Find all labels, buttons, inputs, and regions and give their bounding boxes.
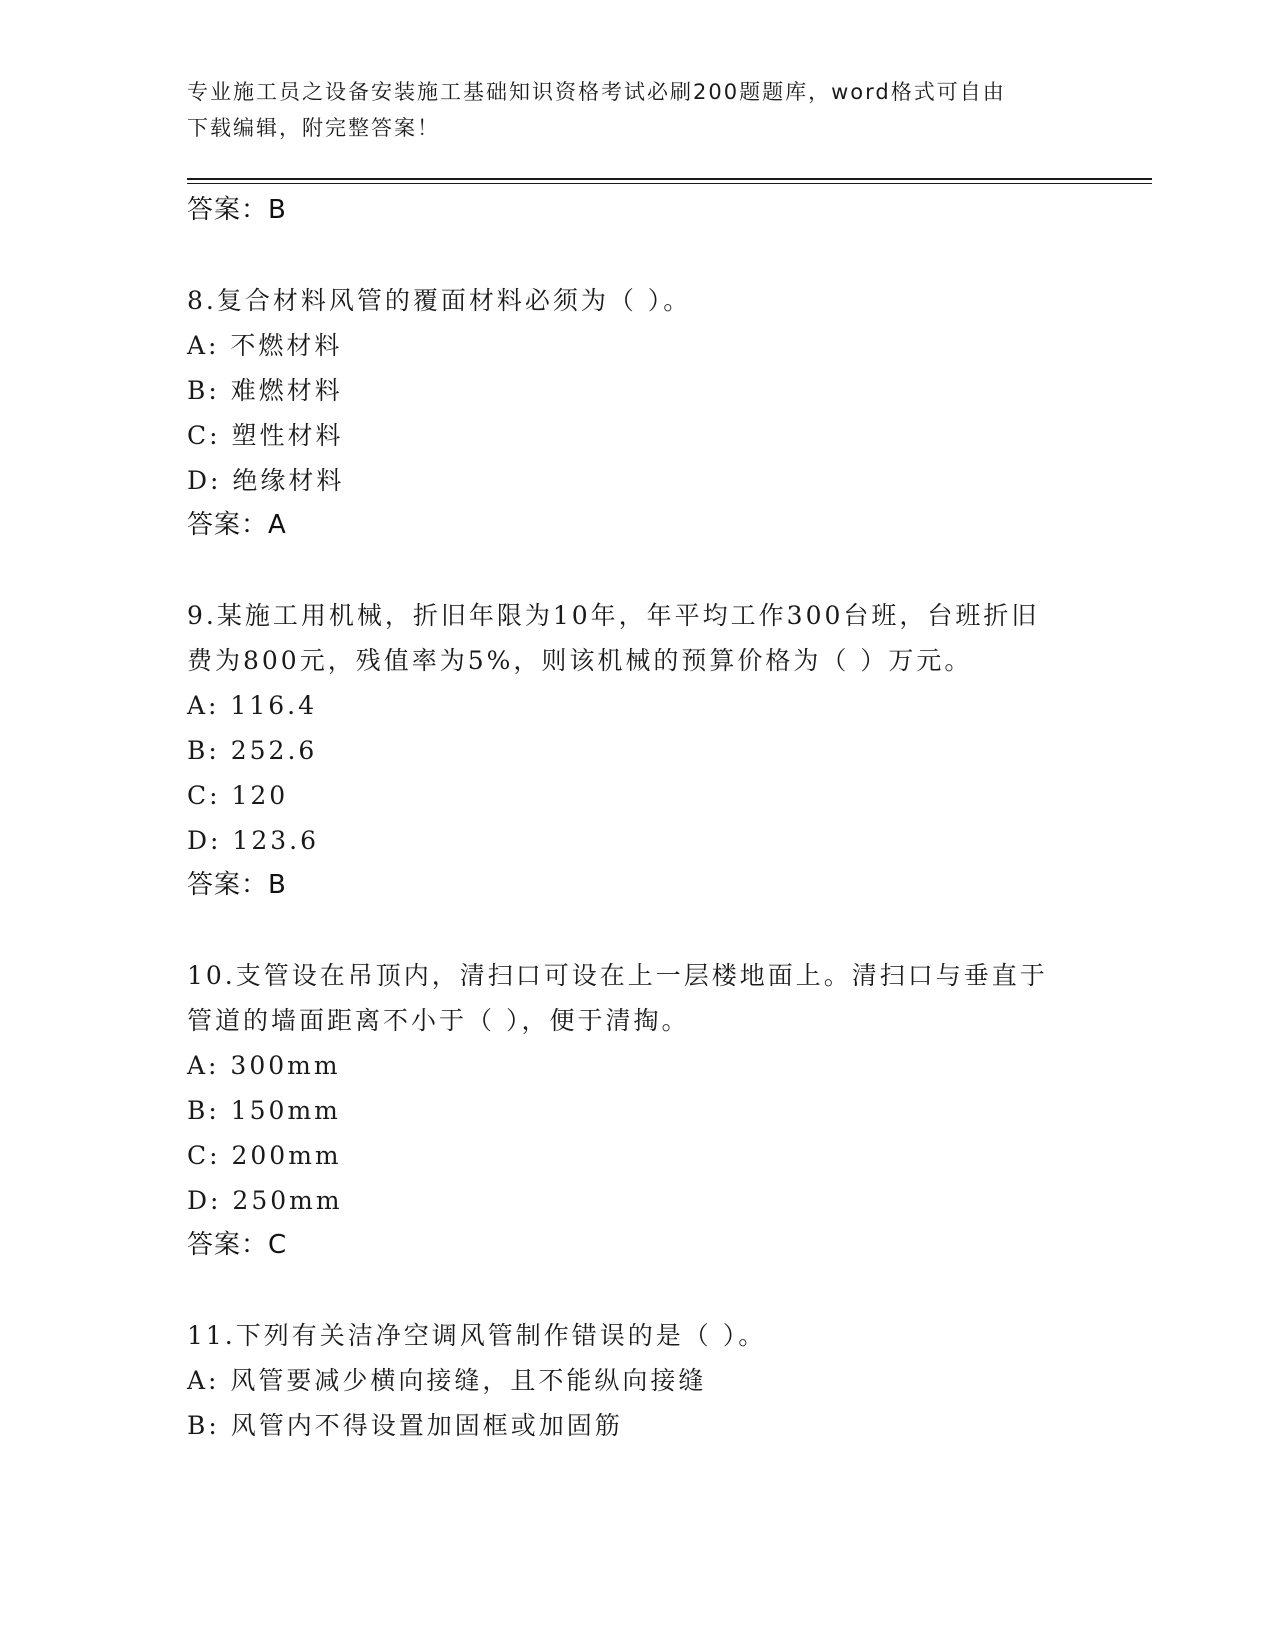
question-text: 11.下列有关洁净空调风管制作错误的是（ ）。 [187,1321,767,1350]
question-text: 10.支管设在吊顶内，清扫口可设在上一层楼地面上。清扫口与垂直于 [187,961,1048,990]
question-list [187,188,1087,1448]
question-text: 管道的墙面距离不小于（ ），便于清掏。 [187,1006,690,1035]
option-b: B: 252.6 [187,736,318,765]
question-10 [187,953,1087,1043]
question-text: 8.复合材料风管的覆面材料必须为（ ）。 [187,286,692,315]
option-c: C: 200mm [187,1141,342,1170]
answer-line: 答案：B [187,870,287,900]
document-header [187,74,1087,146]
question-11 [187,1313,1087,1358]
option-d: D: 123.6 [187,826,319,855]
answer-line: 答案：A [187,510,287,540]
question-text: 9.某施工用机械，折旧年限为10年，年平均工作300台班，台班折旧 [187,601,1040,630]
option-c: C: 120 [187,781,289,810]
option-b: B: 难燃材料 [187,376,343,405]
answer-line: 答案：C [187,1230,288,1260]
option-a: A: 风管要减少横向接缝，且不能纵向接缝 [187,1366,707,1395]
option-c: C: 塑性材料 [187,421,344,450]
option-d: D: 绝缘材料 [187,466,345,495]
question-8 [187,278,1087,323]
answer-line: 答案：B [187,195,287,225]
header-line-2: 下载编辑，附完整答案！ [187,116,440,140]
option-a: A: 不燃材料 [187,331,343,360]
question-9 [187,593,1087,683]
option-b: B: 风管内不得设置加固框或加固筋 [187,1411,623,1440]
header-line-1: 专业施工员之设备安装施工基础知识资格考试必刷200题题库，word格式可自由 [187,80,1006,104]
header-rule [187,178,1152,180]
option-a: A: 300mm [187,1051,341,1080]
option-b: B: 150mm [187,1096,341,1125]
header-rule-thin [187,183,1152,184]
option-a: A: 116.4 [187,691,317,720]
question-text: 费为800元，残值率为5%，则该机械的预算价格为（ ）万元。 [187,646,973,675]
option-d: D: 250mm [187,1186,343,1215]
